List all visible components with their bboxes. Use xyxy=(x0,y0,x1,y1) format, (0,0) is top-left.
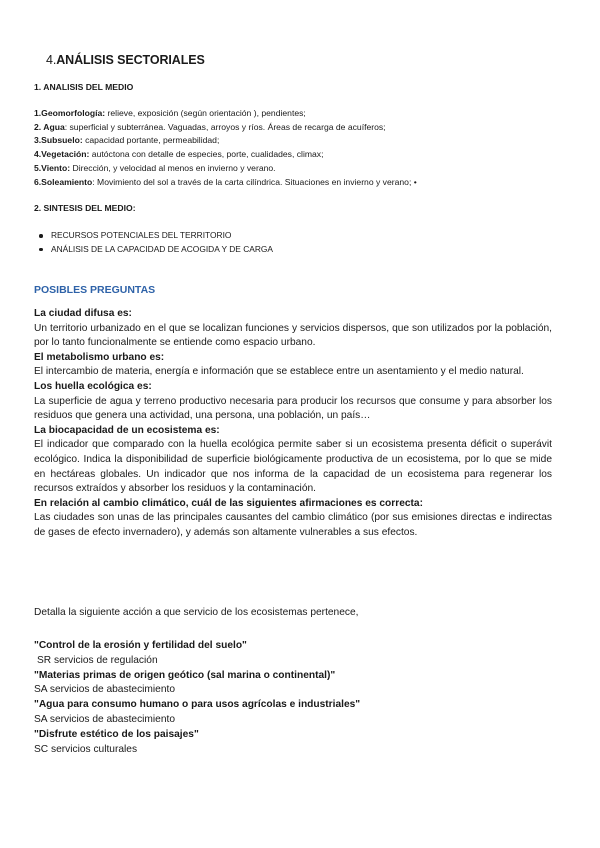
servicios-list xyxy=(34,639,360,757)
servicio-title: "Agua para consumo humano o para usos agrícolas e industriales" xyxy=(34,699,361,711)
bullet-item: RECURSOS POTENCIALES DEL TERRITORIO xyxy=(34,229,273,243)
section-title-text: ANÁLISIS SECTORIALES xyxy=(56,53,205,67)
servicio-title: "Disfrute estético de los paisajes" xyxy=(34,728,199,740)
answer: El indicador que comparado con la huella ecológica permite saber si un ecosistema presenta déficit o superávit ecológico. Indica la disponibilidad de superficie biológicamente productiva de un ecosistema, por lo que se mide en hectáreas globales. Un indicador que nos informa de la capacidad de un ecosistema para regenerar los recursos extraídos y absorber los residuos y la contaminación. xyxy=(34,439,552,495)
answer: El intercambio de materia, energía e información que se establece entre un asentamiento y el medio natural. xyxy=(34,366,524,378)
question: La biocapacidad de un ecosistema es: xyxy=(34,424,220,436)
question: Los huella ecológica es: xyxy=(34,380,152,392)
analisis-heading: 1. ANALISIS DEL MEDIO xyxy=(34,82,134,92)
servicio-answer: SA servicios de abastecimiento xyxy=(34,713,175,725)
analisis-item: 6.Soleamiento: Movimiento del sol a través de la carta cilíndrica. Situaciones en invierno y verano; • xyxy=(34,176,417,187)
analisis-item: 5.Viento: Dirección, y velocidad al menos en invierno y verano. xyxy=(34,162,276,173)
servicio-answer: SA servicios de abastecimiento xyxy=(34,684,175,696)
analisis-item: 1.Geomorfología: relieve, exposición (según orientación ), pendientes; xyxy=(34,108,306,118)
servicio-answer: SC servicios culturales xyxy=(34,743,138,755)
bullet-item: ANÁLISIS DE LA CAPACIDAD DE ACOGIDA Y DE CARGA xyxy=(34,243,273,257)
servicio-title: "Control de la erosión y fertilidad del suelo" xyxy=(34,640,247,651)
analisis-item: 3.Subsuelo: capacidad portante, permeabilidad; xyxy=(34,135,220,146)
analisis-list xyxy=(34,107,417,189)
section-title xyxy=(46,53,205,67)
analisis-item: 2. Agua: superficial y subterránea. Vaguadas, arroyos y ríos. Áreas de recarga de acuíferos; xyxy=(34,121,386,132)
question: La ciudad difusa es: xyxy=(34,308,132,319)
sintesis-bullets xyxy=(34,229,273,256)
question: En relación al cambio climático, cuál de las siguientes afirmaciones es correcta: xyxy=(34,497,423,509)
answer: Un territorio urbanizado en el que se localizan funciones y servicios dispersos, que son utilizados por la población, por lo tanto funcionalmente se entiende como espacio urbano. xyxy=(34,322,552,349)
question: El metabolismo urbano es: xyxy=(34,351,165,363)
servicio-answer: SR servicios de regulación xyxy=(37,654,158,666)
analisis-item: 4.Vegetación: autóctona con detalle de especies, porte, cualidades, climax; xyxy=(34,149,324,160)
servicio-title: "Materias primas de origen geótico (sal marina o continental)" xyxy=(34,669,336,681)
preguntas-heading: POSIBLES PREGUNTAS xyxy=(34,284,156,296)
sintesis-heading: 2. SINTESIS DEL MEDIO: xyxy=(34,203,136,213)
preguntas-list xyxy=(34,307,552,541)
answer: Las ciudades son unas de las principales causantes del cambio climático (por sus emisiones directas e indirectas de gases de efecto invernadero), y además son altamente vulnerables a sus efectos. xyxy=(34,512,552,538)
detalla-text: Detalla la siguiente acción a que servicio de los ecosistemas pertenece, xyxy=(34,607,359,618)
answer: La superficie de agua y terreno productivo necesaria para producir los recursos que consume y para absorber los residuos que genera una actividad, una persona, una población, un país… xyxy=(34,395,552,422)
section-number: 4. xyxy=(46,53,57,67)
